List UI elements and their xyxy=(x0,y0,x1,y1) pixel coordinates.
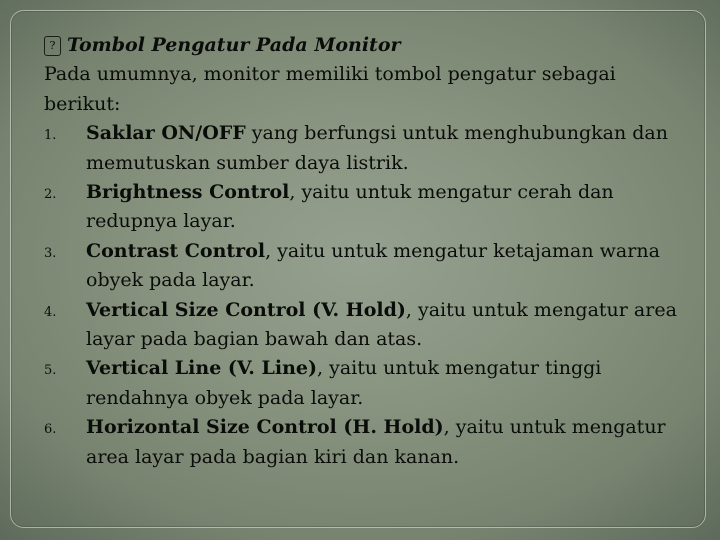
missing-glyph-icon: ? xyxy=(44,36,61,56)
item-number: 5. xyxy=(44,363,57,379)
item-text xyxy=(86,178,694,237)
item-description: , yaitu untuk mengatur ketajaman warna obyek pada layar. xyxy=(86,239,660,292)
control-list xyxy=(44,119,694,472)
item-description: , yaitu untuk mengatur area layar pada bagian bawah dan atas. xyxy=(86,298,677,351)
item-term: Vertical Line (V. Line) xyxy=(86,357,318,380)
item-term: Horizontal Size Control (H. Hold) xyxy=(86,416,444,439)
list-item xyxy=(44,178,694,237)
item-text xyxy=(86,354,694,413)
item-term: Contrast Control xyxy=(86,239,266,262)
slide-content xyxy=(44,31,694,472)
item-number: 4. xyxy=(44,304,57,320)
item-text xyxy=(86,296,694,355)
item-term: Brightness Control xyxy=(86,181,290,204)
item-number: 2. xyxy=(44,187,57,203)
item-description: , yaitu untuk mengatur cerah dan redupnya layar. xyxy=(86,181,614,233)
list-item xyxy=(44,119,694,178)
item-term: Vertical Size Control (V. Hold) xyxy=(86,298,406,321)
item-text xyxy=(86,119,694,178)
intro-text: Pada umumnya, monitor memiliki tombol pengatur sebagai berikut: xyxy=(44,63,616,115)
item-number: 1. xyxy=(44,128,57,144)
item-number: 3. xyxy=(44,245,57,261)
list-item xyxy=(44,296,694,355)
slide-heading xyxy=(44,31,694,60)
item-number: 6. xyxy=(44,422,57,438)
item-text xyxy=(86,413,694,472)
item-description: , yaitu untuk mengatur area layar pada bagian kiri dan kanan. xyxy=(86,416,666,468)
item-description: , yaitu untuk mengatur tinggi rendahnya obyek pada layar. xyxy=(86,357,602,409)
list-item xyxy=(44,237,694,296)
list-item xyxy=(44,413,694,472)
item-term: Saklar ON/OFF xyxy=(86,122,246,145)
item-description: yang berfungsi untuk menghubungkan dan memutuskan sumber daya listrik. xyxy=(86,122,668,174)
item-text xyxy=(86,237,694,296)
list-item xyxy=(44,354,694,413)
heading-text: Tombol Pengatur Pada Monitor xyxy=(67,34,401,56)
